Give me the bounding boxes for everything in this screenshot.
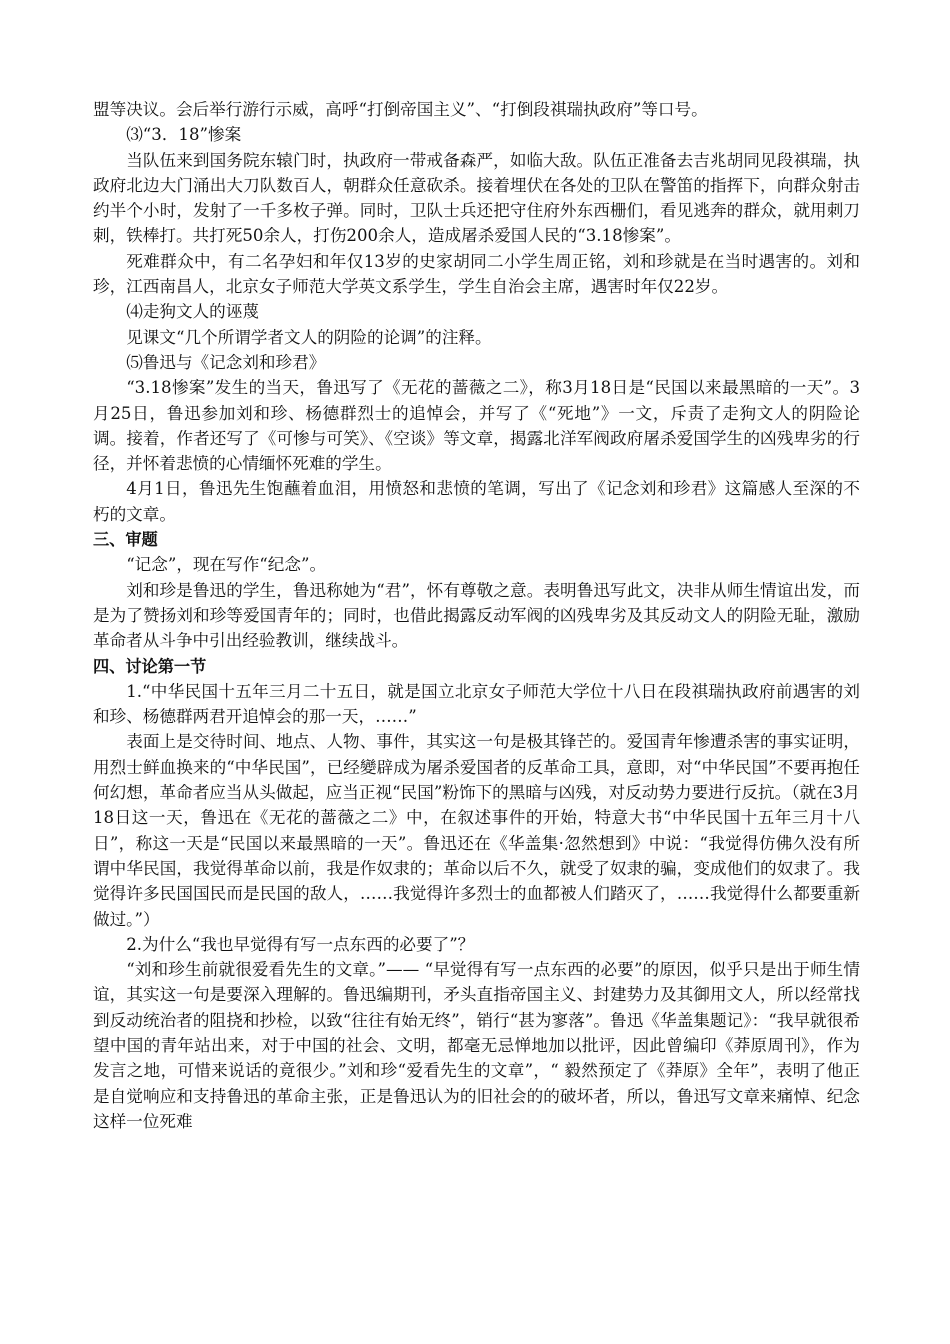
paragraph: “3.18惨案”发生的当天，鲁迅写了《无花的蔷薇之二》，称3月18日是“民国以来最黑暗的一天”。3月25日，鲁迅参加刘和珍、杨德群烈士的追悼会，并写了《“死地”》一文，斥责了走狗文人的阴险论调。接着，作者还写了《可惨与可笑》、《空谈》等文章，揭露北洋军阀政府屠杀爱国学生的凶残卑劣的行径，并怀着悲愤的心情缅怀死难的学生。 [93, 378, 860, 474]
section-heading: 三、审题 [93, 530, 158, 550]
paragraph: “记念”，现在写作“纪念”。 [126, 555, 327, 575]
paragraph: 见课文“几个所谓学者文人的阴险的论调”的注释。 [126, 327, 492, 347]
paragraph: 盟等决议。会后举行游行示威，高呼“打倒帝国主义”、“打倒段祺瑞执政府”等口号。 [93, 100, 708, 119]
subsection-title: ⑶“3．18”惨案 [126, 125, 242, 145]
paragraph: “刘和珍生前就很爱看先生的文章。”—— “早觉得有写一点东西的必要”的原因，似乎只是出于师生情谊，其实这一句是要深入理解的。鲁迅编期刊，矛头直指帝国主义、封建势力及其御用文人，所以经常找到反动统治者的阻挠和抄检，以致“往往有始无终”，销行“甚为寥落”。鲁迅《华盖集题记》：“我早就很希望中国的青年站出来，对于中国的社会、文明，都毫无忌惮地加以批评，因此曾编印《莽原周刊》，作为发言之地，可惜来说话的竟很少。”刘和珍“爱看先生的文章”，“ 毅然预定了《莽原》全年”，表明了他正是自觉响应和支持鲁迅的革命主张，正是鲁迅认为的旧社会的的破坏者，所以，鲁迅写文章来痛悼、纪念这样一位死难 [93, 960, 860, 1131]
paragraph: 表面上是交待时间、地点、人物、事件，其实这一句是极其锋芒的。爱国青年惨遭杀害的事实证明，用烈士鲜血换来的“中华民国”，已经變辟成为屠杀爱国者的反革命工具，意即，对“中华民国”不要再抱任何幻想，革命者应当从头做起，应当正视“民国”粉饰下的黑暗与凶残，对反动势力要进行反抗。（就在3月18日这一天，鲁迅在《无花的蔷薇之二》中，在叙述事件的开始，特意大书“中华民国十五年三月十八日”，称这一天是“民国以来最黑暗的一天”。鲁迅还在《华盖集·忽然想到》中说：“我觉得仿佛久没有所谓中华民国，我觉得革命以前，我是作奴隶的；革命以后不久，就受了奴隶的骗，变成他们的奴隶了。我觉得许多民国国民而是民国的敌人，……我觉得许多烈士的血都被人们踏灭了，……我觉得什么都要重新做过。”） [93, 732, 860, 929]
paragraph: 1.“中华民国十五年三月二十五日，就是国立北京女子师范大学位十八日在段祺瑞执政府前遇害的刘和珍、杨德群两君开追悼会的那一天，……” [93, 681, 860, 727]
subsection-title: ⑷走狗文人的诬蔑 [126, 302, 259, 322]
paragraph: 当队伍来到国务院东辕门时，执政府一带戒备森严，如临大敌。队伍正准备去吉兆胡同见段祺瑞，执政府北边大门涌出大刀队数百人，朝群众任意砍杀。接着埋伏在各处的卫队在警笛的指挥下，向群众射击约半个小时，发射了一千多枚子弹。同时，卫队士兵还把守住府外东西栅们，看见逃奔的群众，就用刺刀刺，铁棒打。共打死50余人，打伤200余人，造成屠杀爱国人民的“3.18惨案”。 [93, 150, 860, 246]
paragraph: 刘和珍是鲁迅的学生，鲁迅称她为“君”，怀有尊敬之意。表明鲁迅写此文，决非从师生情谊出发，而是为了赞扬刘和珍等爱国青年的；同时，也借此揭露反动军阀的凶残卑劣及其反动文人的阴险无耻，激励革命者从斗争中引出经验教训，继续战斗。 [93, 580, 860, 651]
paragraph: 死难群众中，有二名孕妇和年仅13岁的史家胡同二小学生周正铭，刘和珍就是在当时遇害的。刘和珍，江西南昌人，北京女子师范大学英文系学生，学生自治会主席，遇害时年仅22岁。 [93, 251, 860, 297]
section-heading: 四、讨论第一节 [93, 656, 207, 676]
paragraph: 4月1日，鲁迅先生饱蘸着血泪，用愤怒和悲愤的笔调，写出了《记念刘和珍君》这篇感人至深的不朽的文章。 [93, 479, 860, 524]
paragraph: 2.为什么“我也早觉得有写一点东西的必要了”？ [126, 934, 475, 954]
subsection-title: ⑸鲁迅与《记念刘和珍君》 [126, 352, 326, 372]
